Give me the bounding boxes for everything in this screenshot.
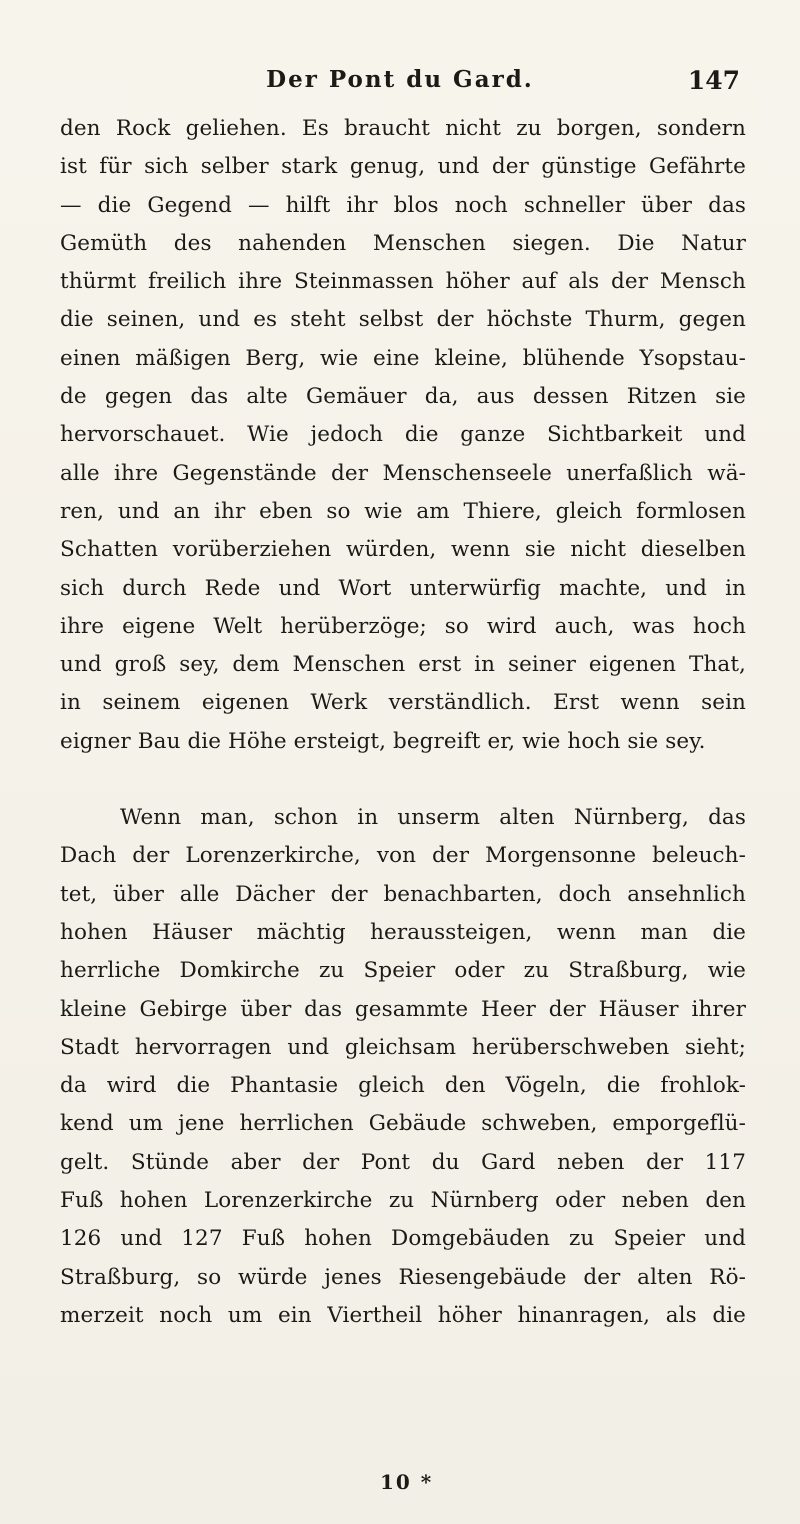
text-line: Fuß hohen Lorenzerkirche zu Nürnberg oder neben den [60,1188,746,1214]
text-line: und groß sey, dem Menschen erst in seiner eigenen That, [60,652,746,678]
text-line: — die Gegend — hilft ihr blos noch schneller über das [60,192,746,218]
text-line: 126 und 127 Fuß hohen Domgebäuden zu Speier und [60,1226,746,1252]
text-line: Wenn man, schon in unserm alten Nürnberg, das [120,805,746,831]
paragraph-gap [60,761,746,799]
text-line: Dach der Lorenzerkirche, von der Morgensonne beleuch- [60,843,746,869]
page-number: 147 [687,66,740,95]
text-line: Gemüth des nahenden Menschen siegen. Die Natur [60,230,746,256]
text-line: gelt. Stünde aber der Pont du Gard neben der 117 [60,1149,746,1175]
text-line: ihre eigene Welt herüberzöge; so wird auch, was hoch [60,613,746,639]
text-line: kleine Gebirge über das gesammte Heer der Häuser ihrer [60,996,746,1022]
text-line: Schatten vorüberziehen würden, wenn sie nicht dieselben [60,537,746,563]
text-line: hervorschauet. Wie jedoch die ganze Sichtbarkeit und [60,422,746,448]
text-line: thürmt freilich ihre Steinmassen höher auf als der Mensch [60,269,746,295]
text-line: de gegen das alte Gemäuer da, aus dessen Ritzen sie [60,384,746,410]
paragraph-1 [60,110,746,761]
text-line: merzeit noch um ein Viertheil höher hinanragen, als die [60,1302,746,1328]
text-line: eigner Bau die Höhe ersteigt, begreift er, wie hoch sie sey. [60,728,706,754]
running-title: Der Pont du Gard. [266,66,534,93]
body-text [60,110,746,1335]
text-line: kend um jene herrlichen Gebäude schweben, emporgeflü- [60,1111,746,1137]
text-line: sich durch Rede und Wort unterwürfig machte, und in [60,575,746,601]
printer-signature-mark: 10 * [380,1470,434,1494]
paragraph-2 [60,799,746,1335]
page-header [60,66,740,106]
text-line: ren, und an ihr eben so wie am Thiere, gleich formlosen [60,498,746,524]
text-line: ist für sich selber stark genug, und der günstige Gefährte [60,154,746,180]
text-line: die seinen, und es steht selbst der höchste Thurm, gegen [60,307,746,333]
text-line: hohen Häuser mächtig heraussteigen, wenn man die [60,919,746,945]
text-line: tet, über alle Dächer der benachbarten, doch ansehnlich [60,881,746,907]
text-line: alle ihre Gegenstände der Menschenseele unerfaßlich wä- [60,460,746,486]
text-line: einen mäßigen Berg, wie eine kleine, blühende Ysopstau- [60,345,746,371]
text-line: in seinem eigenen Werk verständlich. Erst wenn sein [60,690,746,716]
text-line: Stadt hervorragen und gleichsam herüberschweben sieht; [60,1034,746,1060]
text-line: Straßburg, so würde jenes Riesengebäude der alten Rö- [60,1264,746,1290]
text-line: da wird die Phantasie gleich den Vögeln, die frohlok- [60,1073,746,1099]
text-line: herrliche Domkirche zu Speier oder zu Straßburg, wie [60,958,746,984]
text-line: den Rock geliehen. Es braucht nicht zu borgen, sondern [60,116,746,141]
